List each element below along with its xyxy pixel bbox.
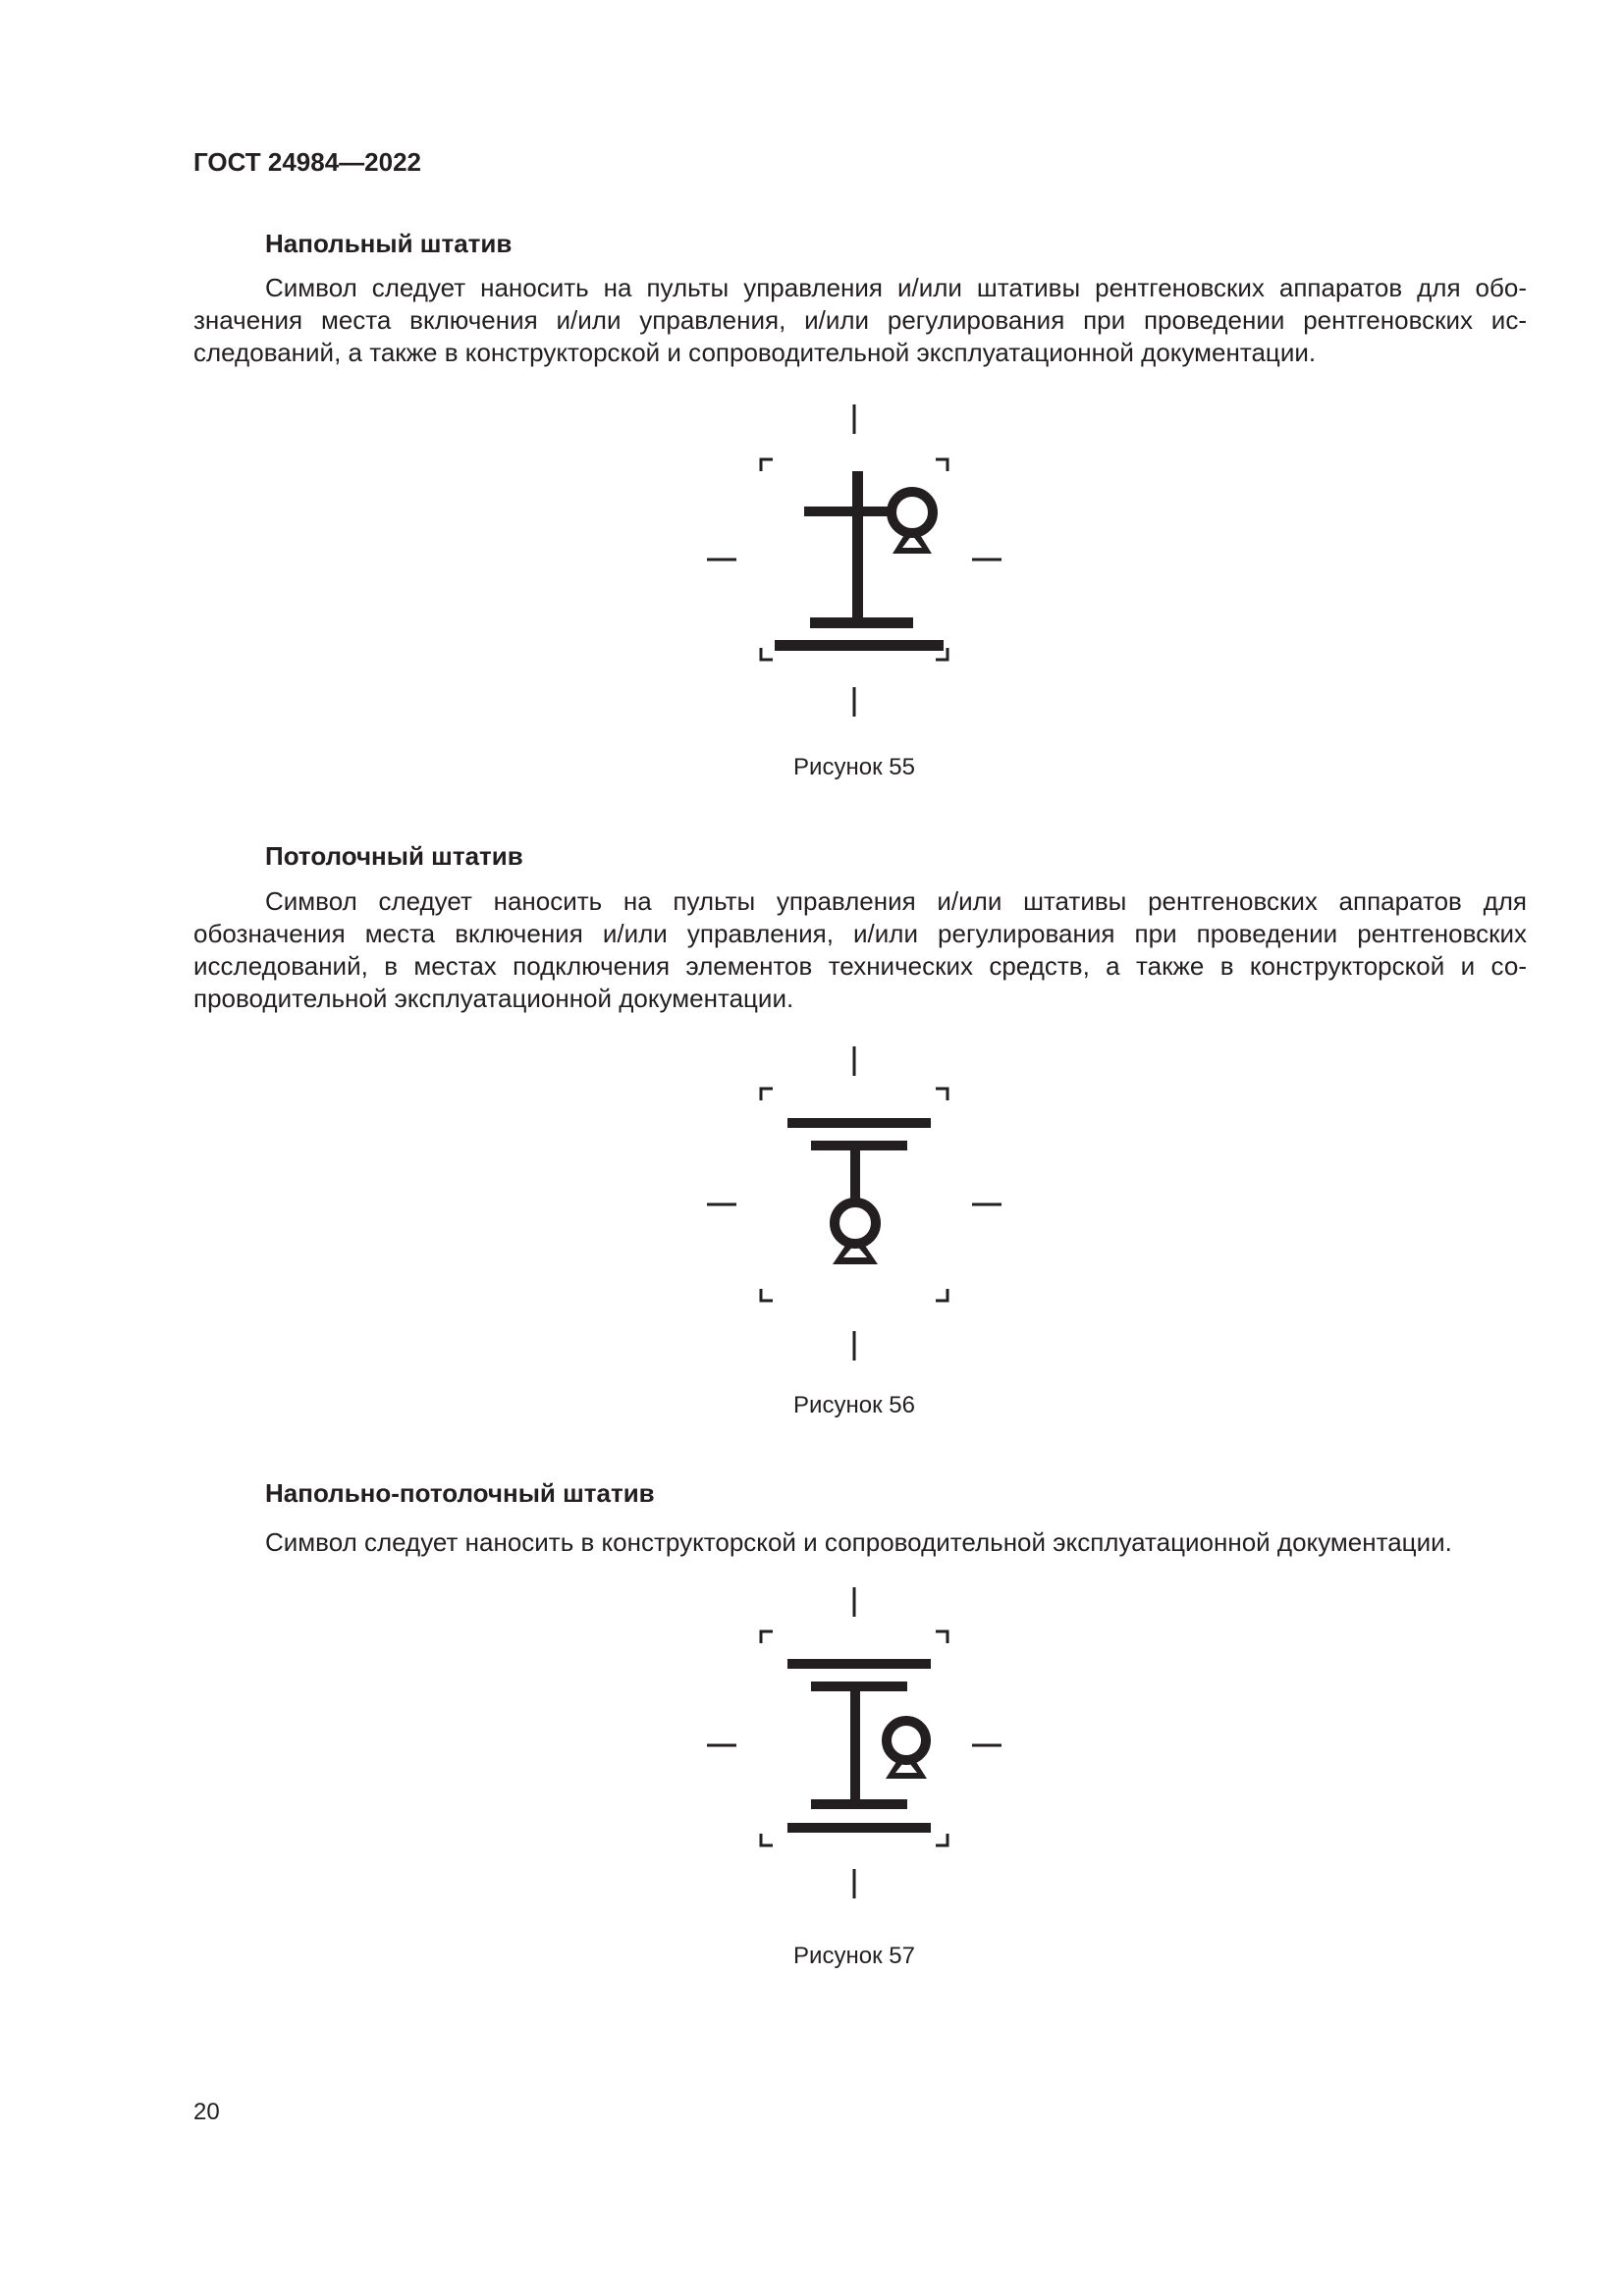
ceiling-stand-icon (692, 1046, 1016, 1370)
section-heading-ceiling-stand: Потолочный штатив (265, 841, 523, 871)
floor-stand-icon (692, 404, 1016, 728)
figure-caption: Рисунок 57 (793, 1943, 915, 1969)
figure-caption: Рисунок 55 (793, 754, 915, 780)
figure-floor-stand (692, 404, 1016, 728)
figure-ceiling-stand (692, 1046, 1016, 1370)
page-number: 20 (193, 2099, 220, 2125)
section-heading-floor-stand: Напольный штатив (265, 229, 513, 258)
section-text-floor-stand: Символ следует наносить на пульты управления и/или штативы рентгеновских аппаратов для обозначения места включения и/или управления, и/или регулирования при проведении рентгеновских исследований, а также в конструкторской и сопроводительной эксплуатационной документации. (193, 273, 1527, 367)
section-heading-floor-ceiling-stand: Напольно-потолочный штатив (265, 1478, 655, 1508)
section-text-floor-ceiling-stand: Символ следует наносить в конструкторской и сопроводительной эксплуатационной документации. (265, 1527, 1452, 1557)
floor-ceiling-stand-icon (692, 1587, 1016, 1911)
document-code: ГОСТ 24984—2022 (193, 147, 421, 177)
figure-floor-ceiling-stand (692, 1587, 1016, 1911)
figure-caption: Рисунок 56 (793, 1392, 915, 1418)
section-text-ceiling-stand: Символ следует наносить на пульты управления и/или штативы рентгеновских аппаратов для обозначения места включения и/или управления, и/или регулирования при проведении рентгеновских исследований, в местах подключения элементов технических средств, а также в конструкторской и сопроводительной эксплуатационной документации. (193, 886, 1527, 1013)
